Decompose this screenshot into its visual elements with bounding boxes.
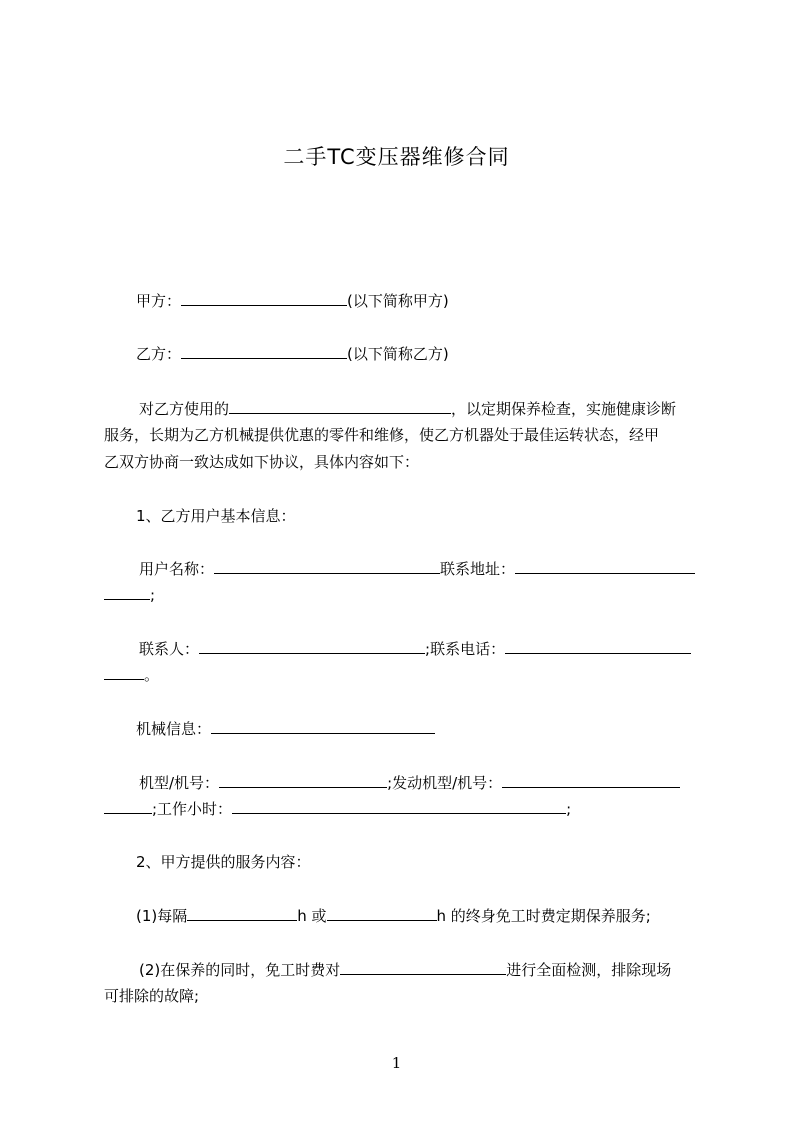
engine-blank-cont <box>104 798 152 814</box>
page-number: 1 <box>391 1054 402 1072</box>
item1-text-a: (1)每隔 <box>136 907 188 925</box>
intro-lead: 对乙方使用的 <box>139 400 230 418</box>
machine-info-label: 机械信息： <box>136 720 212 738</box>
item2-text-a: (2)在保养的同时，免工时费对 <box>139 961 341 979</box>
service-item-1 <box>136 905 700 927</box>
document-title: 二手TC变压器维修合同 <box>283 145 510 169</box>
machine-info-line <box>136 718 700 740</box>
party-a-line <box>136 290 700 312</box>
address-end: ; <box>150 586 156 604</box>
contact-line <box>139 638 700 660</box>
item1-text-b: h 或 <box>297 907 327 925</box>
address-label: 联系地址： <box>440 560 516 578</box>
intro-blank <box>229 398 451 414</box>
model-blank <box>219 772 387 788</box>
section1-heading: 1、乙方用户基本信息： <box>136 507 296 525</box>
phone-line-2 <box>104 664 700 686</box>
model-line <box>139 772 700 794</box>
item1-text-c: h 的终身免工时费定期保养服务; <box>436 907 651 925</box>
address-line-2 <box>104 584 700 606</box>
party-b-label: 乙方： <box>136 345 182 363</box>
hours-label: ;工作小时： <box>152 800 233 818</box>
party-b-line <box>136 343 700 365</box>
phone-blank <box>505 638 691 654</box>
service-item-2-line-1 <box>139 959 700 981</box>
intro-line-1 <box>139 398 700 420</box>
model-label: 机型/机号： <box>139 774 220 792</box>
section2-heading: 2、甲方提供的服务内容： <box>136 853 311 871</box>
hours-end: ; <box>566 800 572 818</box>
party-a-label: 甲方： <box>136 292 182 310</box>
party-a-suffix: (以下简称甲方) <box>347 292 449 310</box>
service-item-2-line-2: 可排除的故障; <box>104 987 200 1005</box>
hours-blank <box>232 798 566 814</box>
contact-label: 联系人： <box>139 640 200 658</box>
user-name-line <box>139 558 700 580</box>
intro-line-2: 服务，长期为乙方机械提供优惠的零件和维修，使乙方机器处于最佳运转状态，经甲 <box>104 426 660 444</box>
party-b-blank <box>181 343 347 359</box>
address-blank-cont <box>104 584 150 600</box>
contact-blank <box>199 638 425 654</box>
intro-line1-rest: ，以定期保养检查，实施健康诊断 <box>451 400 677 418</box>
item2-text-b: 进行全面检测，排除现场 <box>506 961 672 979</box>
hours-line <box>104 798 700 820</box>
item2-blank <box>340 959 506 975</box>
phone-blank-cont <box>104 664 144 680</box>
phone-label: ;联系电话： <box>425 640 506 658</box>
party-a-blank <box>181 290 347 306</box>
item1-blank-2 <box>327 905 437 921</box>
address-blank <box>515 558 695 574</box>
item1-blank-1 <box>187 905 297 921</box>
phone-end: 。 <box>144 666 160 684</box>
user-name-label: 用户名称： <box>139 560 215 578</box>
engine-label: ;发动机型/机号： <box>387 774 503 792</box>
engine-blank <box>502 772 680 788</box>
intro-line-3: 乙双方协商一致达成如下协议，具体内容如下： <box>104 453 420 471</box>
party-b-suffix: (以下简称乙方) <box>347 345 449 363</box>
machine-info-blank <box>211 718 435 734</box>
user-name-blank <box>214 558 440 574</box>
